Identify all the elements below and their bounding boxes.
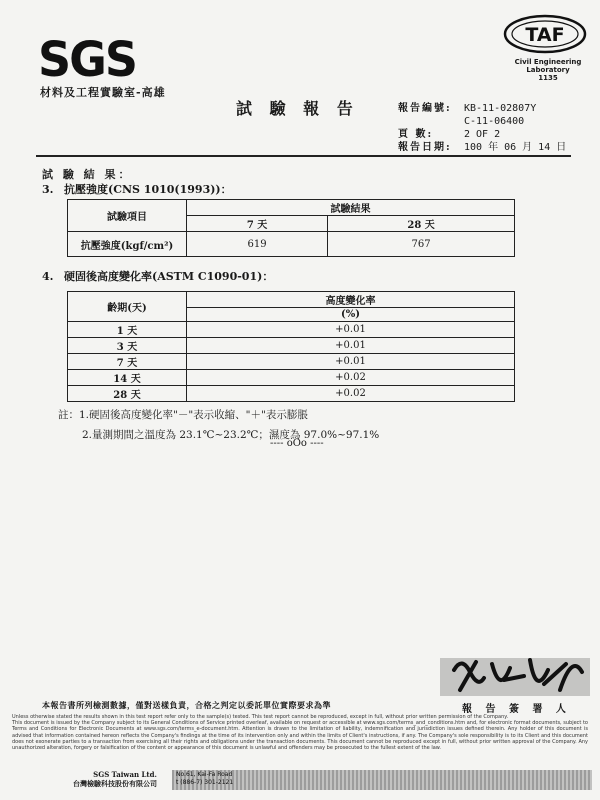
header-divider (36, 155, 571, 157)
footer-terms (12, 714, 588, 751)
footer-notice-cn: 本報告書所列檢測數據，僅對送樣負責，合格之判定以委託單位實際要求為準 (42, 700, 331, 710)
date-value: 100 年 06 月 14 日 (464, 142, 567, 153)
taf-logo (503, 14, 587, 54)
end-mark: ---- oOo ---- (270, 438, 324, 449)
table-row: 7 天 +0.01 (68, 354, 515, 370)
row-label: 抗壓強度(kgf/cm²) (68, 232, 187, 257)
signature-image (440, 650, 590, 705)
col-change: 高度變化率 (187, 292, 515, 308)
compressive-strength-table (67, 199, 515, 257)
table-row: 3 天 +0.01 (68, 338, 515, 354)
sgs-logo: SGS (38, 30, 137, 88)
footer-terms-2: This document is issued by the Company subject to its General Conditions of Service printed overleaf, available on request or accessible at www.sgs.com/terms_and_conditions.htm and, for electronic format documents, subject to Terms and Conditions for Electronic Documents at www.sgs.com/terms_e-document.htm. Attention is drawn to the limitation of liability, indemnification and jurisdiction issues defined therein. Any holder of this document is advised that information contained hereon reflects the Company's findings at the time of its intervention only and within the limits of Client's instructions, if any. The Company's sole responsibility is to its Client and this document does not exonerate parties to a transaction from exercising all their rights and obligations under the transaction documents. This document cannot be reproduced except in full, without prior written approval of the Company. Any unauthorized alteration, forgery or falsification of the content or appearance of this document is unlawful and offenders may be prosecuted to the fullest extent of the law. (12, 720, 588, 752)
report-no-label: 報告編號: (398, 103, 452, 114)
col-item: 試驗項目 (68, 200, 187, 232)
page-value: 2 OF 2 (464, 129, 501, 140)
footer-terms-1: Unless otherwise stated the results shown in this test report refer only to the sample(s) tested. This test report cannot be reproduced, except in full, without prior written permission of the Company. (12, 714, 509, 720)
page-title: 試 驗 報 告 (236, 99, 359, 118)
taf-logo-text: TAF (525, 24, 565, 46)
value-28-day: 767 (328, 232, 515, 257)
date-label: 報告日期: (398, 142, 452, 153)
col-28-day: 28 天 (328, 216, 515, 232)
taf-caption: Civil Engineering Laboratory 1135 (514, 58, 582, 82)
note-1: 註：1.硬固後高度變化率"－"表示收縮、"＋"表示膨脹 (58, 409, 308, 421)
footer-address-band (172, 770, 592, 790)
table-row: 14 天 +0.02 (68, 370, 515, 386)
report-meta (398, 102, 566, 154)
notes (58, 405, 379, 445)
footer-address: No.61, Kai-Fa Road t (886-7) 301-2121 (176, 771, 234, 786)
report-no-1: KB-11-02807Y (464, 103, 537, 114)
col-unit: (%) (187, 308, 515, 322)
lab-name: 材料及工程實驗室-高雄 (40, 86, 166, 99)
page-label: 頁 數: (398, 129, 434, 140)
section3-title: 3. 抗壓強度(CNS 1010(1993))： (42, 183, 232, 196)
report-no-2: C-11-06400 (464, 116, 525, 127)
col-result: 試驗結果 (187, 200, 515, 216)
table-row: 1 天 +0.01 (68, 322, 515, 338)
col-age: 齡期(天) (68, 292, 187, 322)
value-7-day: 619 (187, 232, 328, 257)
height-change-table (67, 291, 515, 402)
results-title: 試 驗 結 果： (42, 168, 133, 181)
table-row: 28 天 +0.02 (68, 386, 515, 402)
note-2: 2.量測期間之溫度為 23.1℃~23.2℃；濕度為 97.0%~97.1% (82, 429, 380, 441)
footer-company: SGS Taiwan Ltd. 台灣檢驗科技股份有限公司 (73, 770, 157, 788)
signatory-label: 報 告 簽 署 人 (462, 704, 571, 715)
col-7-day: 7 天 (187, 216, 328, 232)
section4-title: 4. 硬固後高度變化率(ASTM C1090-01)： (42, 270, 274, 283)
